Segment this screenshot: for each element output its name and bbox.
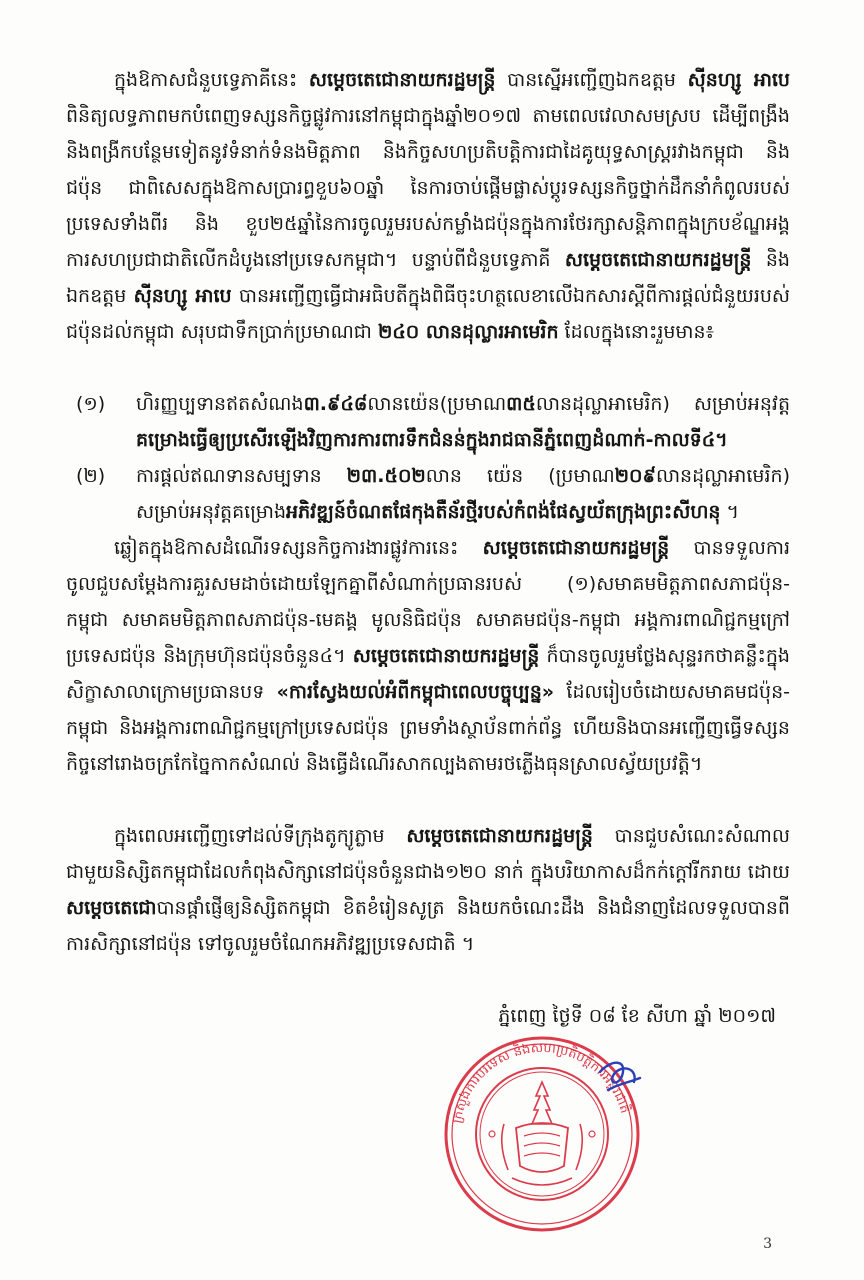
text-run: បានអញ្ជើញធ្វើជាអធិបតីក្នុងពិធីចុះហត្ថលេខាលើឯកសារស្តីពីការផ្តល់ជំនួយរបស់ជប៉ុនដល់កម្ពុជា សរុបជាទឹកប្រាក់ប្រមាណជា xyxy=(66,285,790,343)
text-run: លានយ៉េន(ប្រមាណ xyxy=(367,393,507,415)
item-text xyxy=(136,386,790,458)
emphasis-text: ស៊ីនហ្សូ អាបេ xyxy=(133,285,232,307)
text-run: លាន យ៉េន (ប្រមាណ xyxy=(425,465,615,487)
emphasis-text: សម្តេចតេជោ xyxy=(66,897,157,919)
date-line: ភ្នំពេញ ថ្ងៃទី ០៨ ខែ សីហា ឆ្នាំ ២០១៧ xyxy=(498,1005,776,1027)
text-run: ក្នុងពេលអញ្ជើញទៅដល់ទីក្រុងតូក្យូភ្លាម xyxy=(114,825,407,847)
text-run: ដែលរៀបចំដោយសមាគមជប៉ុន-កម្ពុជា និងអង្គការពាណិជ្ជកម្មក្រៅប្រទេសជប៉ុន ព្រមទាំងស្ថាប័នពាក់ព័ន្ធ ហើយនិងបានអញ្ជើញធ្វើទស្សនកិច្ចនៅរោងចក្រកែច្នៃកាកសំណល់ និងធ្វើដំណើរសាកល្បងតាមរថភ្លើងធុនស្រាលស្វ័យប្រវត្តិ។ xyxy=(66,681,790,775)
paragraph-courtesy-calls xyxy=(66,530,790,782)
emphasis-text: សម្តេចតេជោនាយករដ្ឋមន្ត្រី xyxy=(308,69,496,91)
emphasis-text: សម្តេចតេជោនាយករដ្ឋមន្ត្រី xyxy=(564,249,752,271)
svg-text:ក្រសួងការបរទេស និងសហប្រតិបត្តិ: ក្រសួងការបរទេស និងសហប្រតិបត្តិការអន្តរជាតិ xyxy=(449,1040,633,1125)
text-run: បានផ្តាំផ្ញើឲ្យនិស្សិតកម្ពុជា ខិតខំរៀនសូត្រ និងយកចំណេះដឹង និងជំនាញដែលទទួលបានពីការសិក្សានៅជប៉ុន ទៅចូលរួមចំណែកអភិវឌ្ឍប្រទេសជាតិ ។ xyxy=(66,897,790,955)
emphasis-text: អភិវឌ្ឍន៍ចំណតផែកុងតឺន័រថ្មីរបស់កំពង់ផែស្វយ័តក្រុងព្រះសីហនុ xyxy=(286,501,721,523)
text-run: ពិនិត្យលទ្ធភាពមកបំពេញទស្សនកិច្ចផ្លូវការនៅកម្ពុជាក្នុងឆ្នាំ២០១៧ តាមពេលវេលាសមស្រប ដើម្បីពង្រឹង និងពង្រីកបន្ថែមទៀតនូវទំនាក់ទំនងមិត្តភាព និងកិច្ចសហប្រតិបត្តិការជាដៃគូយុទ្ធសាស្ត្ររវាងកម្ពុជា និងជប៉ុន ជាពិសេសក្នុងឱកាសប្រារព្ធខួប៦០ឆ្នាំ នៃការចាប់ផ្តើមផ្លាស់ប្តូរទស្សនកិច្ចថ្នាក់ដឹកនាំកំពូលរបស់ប្រទេសទាំងពីរ និង ខួប២៥ឆ្នាំនៃការចូលរួមរបស់កម្លាំងជប៉ុនក្នុងការថែរក្សាសន្តិភាពក្នុងក្របខ័ណ្ឌអង្គការសហប្រជាជាតិលើកដំបូងនៅប្រទេសកម្ពុជា។ បន្ទាប់ពីជំនួបទ្វេភាគី xyxy=(66,105,790,271)
text-run: ក្នុងឱកាសជំនួបទ្វេភាគីនេះ xyxy=(114,69,309,91)
paragraph-students-meeting xyxy=(66,818,790,962)
item-number: (២) xyxy=(76,465,106,487)
emphasis-text: ៣៥ xyxy=(506,393,536,415)
emphasis-text: ២០៩ xyxy=(614,465,656,487)
text-run: និង ឯកឧត្តម xyxy=(66,249,790,307)
page-number: 3 xyxy=(763,1236,772,1252)
text-run: ក៏បានចូលរួមថ្លែងសុន្ទរកថាគន្លឹះក្នុងសិក្ខាសាលាក្រោមប្រធានបទ xyxy=(66,645,790,703)
paragraph-bilateral-meeting xyxy=(66,62,790,350)
emphasis-text: គម្រោងធ្វើឲ្យប្រសើរឡើងវិញការការពារទឹកជំនន់ក្នុងរាជធានីភ្នំពេញដំណាក់-កាលទី៤។ xyxy=(136,429,728,451)
emphasis-text: ស៊ីនហ្សូ អាបេ xyxy=(687,69,790,91)
item-number: (១) xyxy=(76,393,106,415)
text-run: ដែលក្នុងនោះរួមមាន៖ xyxy=(558,321,714,343)
text-run: បានស្នើអញ្ជើញឯកឧត្តម xyxy=(495,69,688,91)
official-seal-stamp-icon xyxy=(432,1032,652,1236)
text-run: លានដុល្លាអាមេរិក) សម្រាប់អនុវត្តគម្រោង xyxy=(136,465,790,523)
emphasis-text: ២៤០ លានដុល្លារអាមេរិក xyxy=(377,321,559,343)
emphasis-text: «ការស្វែងយល់អំពីកម្ពុជាពេលបច្ចុប្បន្ន» xyxy=(276,681,555,703)
emphasis-text: សម្តេចតេជោនាយករដ្ឋមន្ត្រី xyxy=(352,645,540,667)
list-item xyxy=(66,386,790,458)
text-run: បានជួបសំណេះសំណាលជាមួយនិស្សិតកម្ពុជាដែលកំពុងសិក្សានៅជប៉ុនចំនួនជាង១២០ នាក់ ក្នុងបរិយាកាសដ៏កក់ក្តៅរីករាយ ដោយ xyxy=(66,825,790,883)
item-text xyxy=(136,458,790,530)
emphasis-text: សម្តេចតេជោនាយករដ្ឋមន្ត្រី xyxy=(482,537,670,559)
emphasis-text: ២៣.៥០២ xyxy=(346,465,426,487)
text-run: បានទទួលការចូលជួបសម្តែងការគួរសមដាច់ដោយឡែកគ្នាពីសំណាក់ប្រធានរបស់ (១)សមាគមមិត្តភាពសភាជប៉ុន-កម្ពុជា សមាគមមិត្តភាពសភាជប៉ុន-មេគង្គ មូលនិធិជប៉ុន សមាគមជប៉ុន-កម្ពុជា អង្គការពាណិជ្ជកម្មក្រៅប្រទេសជប៉ុន និងក្រុមហ៊ុនជប៉ុនចំនួន៤។ xyxy=(66,537,790,667)
emphasis-text: ៣.៩៤៨ xyxy=(303,393,368,415)
text-run: ។ xyxy=(720,501,740,523)
text-run: ហិរញ្ញប្បទានឥតសំណង xyxy=(136,393,304,415)
list-item xyxy=(66,458,790,530)
emphasis-text: សម្តេចតេជោនាយករដ្ឋមន្ត្រី xyxy=(406,825,593,847)
text-run: ឆ្លៀតក្នុងឱកាសដំណើរទស្សនកិច្ចការងារផ្លូវការនេះ xyxy=(114,537,483,559)
text-run: ការផ្តល់ឥណទានសម្បទាន xyxy=(136,465,347,487)
text-run: លានដុល្លាអាមេរិក) សម្រាប់អនុវត្ត xyxy=(535,393,790,415)
